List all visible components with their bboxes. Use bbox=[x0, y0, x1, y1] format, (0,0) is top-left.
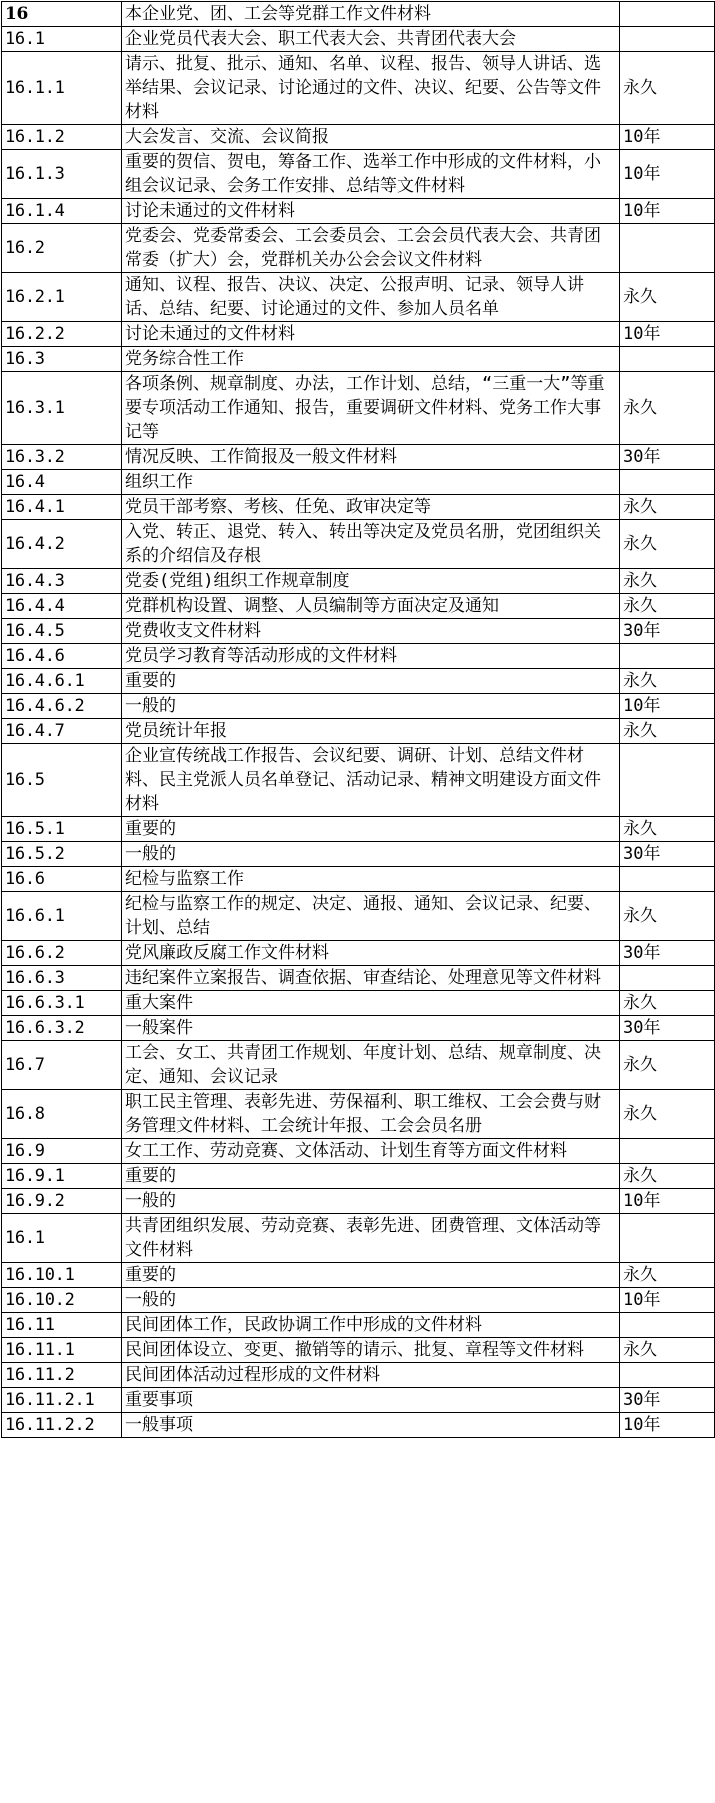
table-row bbox=[2, 719, 715, 744]
retention-term-cell: 10年 bbox=[620, 199, 715, 224]
retention-term-cell bbox=[620, 347, 715, 372]
item-code-cell: 16.6.1 bbox=[2, 892, 122, 941]
table-row bbox=[2, 27, 715, 52]
item-code-cell: 16.6.2 bbox=[2, 941, 122, 966]
table-row bbox=[2, 1189, 715, 1214]
item-code-cell: 16.6.3 bbox=[2, 966, 122, 991]
table-row bbox=[2, 1164, 715, 1189]
item-description-cell: 重要事项 bbox=[122, 1388, 620, 1413]
table-row bbox=[2, 520, 715, 569]
retention-term-cell bbox=[620, 224, 715, 273]
retention-term-cell: 10年 bbox=[620, 694, 715, 719]
item-description-cell: 党务综合性工作 bbox=[122, 347, 620, 372]
item-description-cell: 纪检与监察工作 bbox=[122, 867, 620, 892]
item-description-cell: 党员学习教育等活动形成的文件材料 bbox=[122, 644, 620, 669]
table-row bbox=[2, 1363, 715, 1388]
table-row bbox=[2, 941, 715, 966]
item-code-cell: 16.5.1 bbox=[2, 817, 122, 842]
item-description-cell: 违纪案件立案报告、调查依据、审查结论、处理意见等文件材料 bbox=[122, 966, 620, 991]
retention-term-cell bbox=[620, 470, 715, 495]
retention-term-cell bbox=[620, 1313, 715, 1338]
item-code-cell: 16.6.3.2 bbox=[2, 1016, 122, 1041]
table-row bbox=[2, 52, 715, 125]
item-code-cell: 16.9 bbox=[2, 1139, 122, 1164]
retention-term-cell: 永久 bbox=[620, 1338, 715, 1363]
retention-term-cell bbox=[620, 744, 715, 817]
retention-term-cell: 30年 bbox=[620, 842, 715, 867]
retention-term-cell: 30年 bbox=[620, 1016, 715, 1041]
table-row bbox=[2, 1139, 715, 1164]
retention-term-cell bbox=[620, 1139, 715, 1164]
retention-term-cell: 10年 bbox=[620, 150, 715, 199]
retention-term-cell bbox=[620, 966, 715, 991]
table-row bbox=[2, 867, 715, 892]
item-code-cell: 16.11.2.1 bbox=[2, 1388, 122, 1413]
table-row bbox=[2, 744, 715, 817]
item-description-cell: 重要的 bbox=[122, 1263, 620, 1288]
item-description-cell: 重要的贺信、贺电，筹备工作、选举工作中形成的文件材料，小组会议记录、会务工作安排、总结等文件材料 bbox=[122, 150, 620, 199]
item-code-cell: 16.4.5 bbox=[2, 619, 122, 644]
item-description-cell: 企业党员代表大会、职工代表大会、共青团代表大会 bbox=[122, 27, 620, 52]
item-description-cell: 民间团体设立、变更、撤销等的请示、批复、章程等文件材料 bbox=[122, 1338, 620, 1363]
item-code-cell: 16.4.7 bbox=[2, 719, 122, 744]
retention-term-cell: 永久 bbox=[620, 52, 715, 125]
item-code-cell: 16.4.6.2 bbox=[2, 694, 122, 719]
item-code-cell: 16.1 bbox=[2, 27, 122, 52]
table-row bbox=[2, 1214, 715, 1263]
item-description-cell: 共青团组织发展、劳动竞赛、表彰先进、团费管理、文体活动等文件材料 bbox=[122, 1214, 620, 1263]
table-row bbox=[2, 150, 715, 199]
retention-term-cell bbox=[620, 2, 715, 27]
table-row bbox=[2, 644, 715, 669]
table-row bbox=[2, 694, 715, 719]
item-description-cell: 党委会、党委常委会、工会委员会、工会会员代表大会、共青团常委（扩大）会，党群机关办公会会议文件材料 bbox=[122, 224, 620, 273]
table-row bbox=[2, 1016, 715, 1041]
item-code-cell: 16.5 bbox=[2, 744, 122, 817]
retention-term-cell: 10年 bbox=[620, 1189, 715, 1214]
retention-term-cell bbox=[620, 867, 715, 892]
item-description-cell: 重大案件 bbox=[122, 991, 620, 1016]
item-code-cell: 16.1.2 bbox=[2, 125, 122, 150]
item-description-cell: 党员干部考察、考核、任免、政审决定等 bbox=[122, 495, 620, 520]
retention-term-cell: 永久 bbox=[620, 569, 715, 594]
item-code-cell: 16.1.3 bbox=[2, 150, 122, 199]
table-row bbox=[2, 619, 715, 644]
retention-term-cell: 永久 bbox=[620, 594, 715, 619]
retention-term-cell: 永久 bbox=[620, 1263, 715, 1288]
table-row bbox=[2, 1413, 715, 1438]
item-description-cell: 党员统计年报 bbox=[122, 719, 620, 744]
item-code-cell: 16.6 bbox=[2, 867, 122, 892]
retention-term-cell: 永久 bbox=[620, 273, 715, 322]
item-description-cell: 情况反映、工作简报及一般文件材料 bbox=[122, 445, 620, 470]
table-row bbox=[2, 991, 715, 1016]
item-description-cell: 重要的 bbox=[122, 669, 620, 694]
retention-term-cell: 永久 bbox=[620, 991, 715, 1016]
table-row bbox=[2, 2, 715, 27]
table-row bbox=[2, 495, 715, 520]
item-description-cell: 一般案件 bbox=[122, 1016, 620, 1041]
retention-term-cell bbox=[620, 1363, 715, 1388]
item-code-cell: 16.8 bbox=[2, 1090, 122, 1139]
item-description-cell: 讨论未通过的文件材料 bbox=[122, 322, 620, 347]
table-row bbox=[2, 445, 715, 470]
table-row bbox=[2, 1388, 715, 1413]
item-description-cell: 民间团体活动过程形成的文件材料 bbox=[122, 1363, 620, 1388]
item-code-cell: 16.2.1 bbox=[2, 273, 122, 322]
item-description-cell: 重要的 bbox=[122, 1164, 620, 1189]
item-code-cell: 16.2 bbox=[2, 224, 122, 273]
retention-term-cell: 10年 bbox=[620, 1413, 715, 1438]
item-description-cell: 一般事项 bbox=[122, 1413, 620, 1438]
item-code-cell: 16.4.1 bbox=[2, 495, 122, 520]
retention-term-cell bbox=[620, 1214, 715, 1263]
retention-term-cell: 永久 bbox=[620, 1041, 715, 1090]
item-description-cell: 大会发言、交流、会议简报 bbox=[122, 125, 620, 150]
item-code-cell: 16.6.3.1 bbox=[2, 991, 122, 1016]
item-code-cell: 16.1.4 bbox=[2, 199, 122, 224]
item-code-cell: 16.11.2 bbox=[2, 1363, 122, 1388]
table-body bbox=[2, 2, 715, 1438]
retention-term-cell: 永久 bbox=[620, 495, 715, 520]
item-code-cell: 16.9.2 bbox=[2, 1189, 122, 1214]
retention-term-cell: 永久 bbox=[620, 372, 715, 445]
item-code-cell: 16.4.2 bbox=[2, 520, 122, 569]
retention-term-cell bbox=[620, 27, 715, 52]
item-code-cell: 16 bbox=[2, 2, 122, 27]
retention-term-cell: 永久 bbox=[620, 719, 715, 744]
retention-term-cell: 30年 bbox=[620, 1388, 715, 1413]
item-description-cell: 女工工作、劳动竞赛、文体活动、计划生育等方面文件材料 bbox=[122, 1139, 620, 1164]
table-row bbox=[2, 322, 715, 347]
retention-term-cell bbox=[620, 644, 715, 669]
item-description-cell: 党风廉政反腐工作文件材料 bbox=[122, 941, 620, 966]
retention-period-table bbox=[1, 1, 715, 1438]
item-code-cell: 16.4.6 bbox=[2, 644, 122, 669]
retention-term-cell: 永久 bbox=[620, 817, 715, 842]
item-code-cell: 16.4.6.1 bbox=[2, 669, 122, 694]
item-description-cell: 职工民主管理、表彰先进、劳保福利、职工维权、工会会费与财务管理文件材料、工会统计年报、工会会员名册 bbox=[122, 1090, 620, 1139]
item-description-cell: 纪检与监察工作的规定、决定、通报、通知、会议记录、纪要、计划、总结 bbox=[122, 892, 620, 941]
item-code-cell: 16.4 bbox=[2, 470, 122, 495]
item-description-cell: 请示、批复、批示、通知、名单、议程、报告、领导人讲话、选举结果、会议记录、讨论通过的文件、决议、纪要、公告等文件材料 bbox=[122, 52, 620, 125]
item-code-cell: 16.2.2 bbox=[2, 322, 122, 347]
item-description-cell: 讨论未通过的文件材料 bbox=[122, 199, 620, 224]
item-code-cell: 16.11.1 bbox=[2, 1338, 122, 1363]
table-row bbox=[2, 1288, 715, 1313]
item-code-cell: 16.4.4 bbox=[2, 594, 122, 619]
table-row bbox=[2, 199, 715, 224]
retention-term-cell: 永久 bbox=[620, 892, 715, 941]
table-row bbox=[2, 1338, 715, 1363]
table-row bbox=[2, 569, 715, 594]
item-description-cell: 一般的 bbox=[122, 694, 620, 719]
retention-term-cell: 30年 bbox=[620, 619, 715, 644]
item-code-cell: 16.7 bbox=[2, 1041, 122, 1090]
item-description-cell: 重要的 bbox=[122, 817, 620, 842]
item-description-cell: 党群机构设置、调整、人员编制等方面决定及通知 bbox=[122, 594, 620, 619]
table-row bbox=[2, 1041, 715, 1090]
table-row bbox=[2, 347, 715, 372]
retention-term-cell: 永久 bbox=[620, 1164, 715, 1189]
table-row bbox=[2, 273, 715, 322]
item-code-cell: 16.1 bbox=[2, 1214, 122, 1263]
item-description-cell: 本企业党、团、工会等党群工作文件材料 bbox=[122, 2, 620, 27]
table-row bbox=[2, 842, 715, 867]
item-code-cell: 16.11.2.2 bbox=[2, 1413, 122, 1438]
item-description-cell: 党委(党组)组织工作规章制度 bbox=[122, 569, 620, 594]
item-description-cell: 民间团体工作，民政协调工作中形成的文件材料 bbox=[122, 1313, 620, 1338]
table-row bbox=[2, 594, 715, 619]
item-description-cell: 党费收支文件材料 bbox=[122, 619, 620, 644]
retention-term-cell: 30年 bbox=[620, 941, 715, 966]
retention-term-cell: 10年 bbox=[620, 322, 715, 347]
table-row bbox=[2, 125, 715, 150]
item-description-cell: 入党、转正、退党、转入、转出等决定及党员名册，党团组织关系的介绍信及存根 bbox=[122, 520, 620, 569]
item-description-cell: 一般的 bbox=[122, 1288, 620, 1313]
retention-term-cell: 10年 bbox=[620, 125, 715, 150]
item-description-cell: 组织工作 bbox=[122, 470, 620, 495]
item-code-cell: 16.10.2 bbox=[2, 1288, 122, 1313]
retention-term-cell: 30年 bbox=[620, 445, 715, 470]
table-row bbox=[2, 1090, 715, 1139]
table-row bbox=[2, 372, 715, 445]
table-row bbox=[2, 966, 715, 991]
item-code-cell: 16.1.1 bbox=[2, 52, 122, 125]
item-code-cell: 16.9.1 bbox=[2, 1164, 122, 1189]
table-row bbox=[2, 892, 715, 941]
item-description-cell: 工会、女工、共青团工作规划、年度计划、总结、规章制度、决定、通知、会议记录 bbox=[122, 1041, 620, 1090]
item-code-cell: 16.3 bbox=[2, 347, 122, 372]
item-description-cell: 一般的 bbox=[122, 1189, 620, 1214]
item-code-cell: 16.10.1 bbox=[2, 1263, 122, 1288]
item-code-cell: 16.5.2 bbox=[2, 842, 122, 867]
item-code-cell: 16.4.3 bbox=[2, 569, 122, 594]
table-row bbox=[2, 1313, 715, 1338]
item-code-cell: 16.11 bbox=[2, 1313, 122, 1338]
table-row bbox=[2, 669, 715, 694]
retention-term-cell: 永久 bbox=[620, 1090, 715, 1139]
item-code-cell: 16.3.1 bbox=[2, 372, 122, 445]
item-description-cell: 企业宣传统战工作报告、会议纪要、调研、计划、总结文件材料、民主党派人员名单登记、活动记录、精神文明建设方面文件材料 bbox=[122, 744, 620, 817]
item-description-cell: 各项条例、规章制度、办法，工作计划、总结，“三重一大”等重要专项活动工作通知、报告，重要调研文件材料、党务工作大事记等 bbox=[122, 372, 620, 445]
retention-term-cell: 10年 bbox=[620, 1288, 715, 1313]
retention-term-cell: 永久 bbox=[620, 669, 715, 694]
table-row bbox=[2, 1263, 715, 1288]
table-row bbox=[2, 470, 715, 495]
item-code-cell: 16.3.2 bbox=[2, 445, 122, 470]
table-row bbox=[2, 224, 715, 273]
item-description-cell: 一般的 bbox=[122, 842, 620, 867]
item-description-cell: 通知、议程、报告、决议、决定、公报声明、记录、领导人讲话、总结、纪要、讨论通过的文件、参加人员名单 bbox=[122, 273, 620, 322]
retention-term-cell: 永久 bbox=[620, 520, 715, 569]
table-row bbox=[2, 817, 715, 842]
